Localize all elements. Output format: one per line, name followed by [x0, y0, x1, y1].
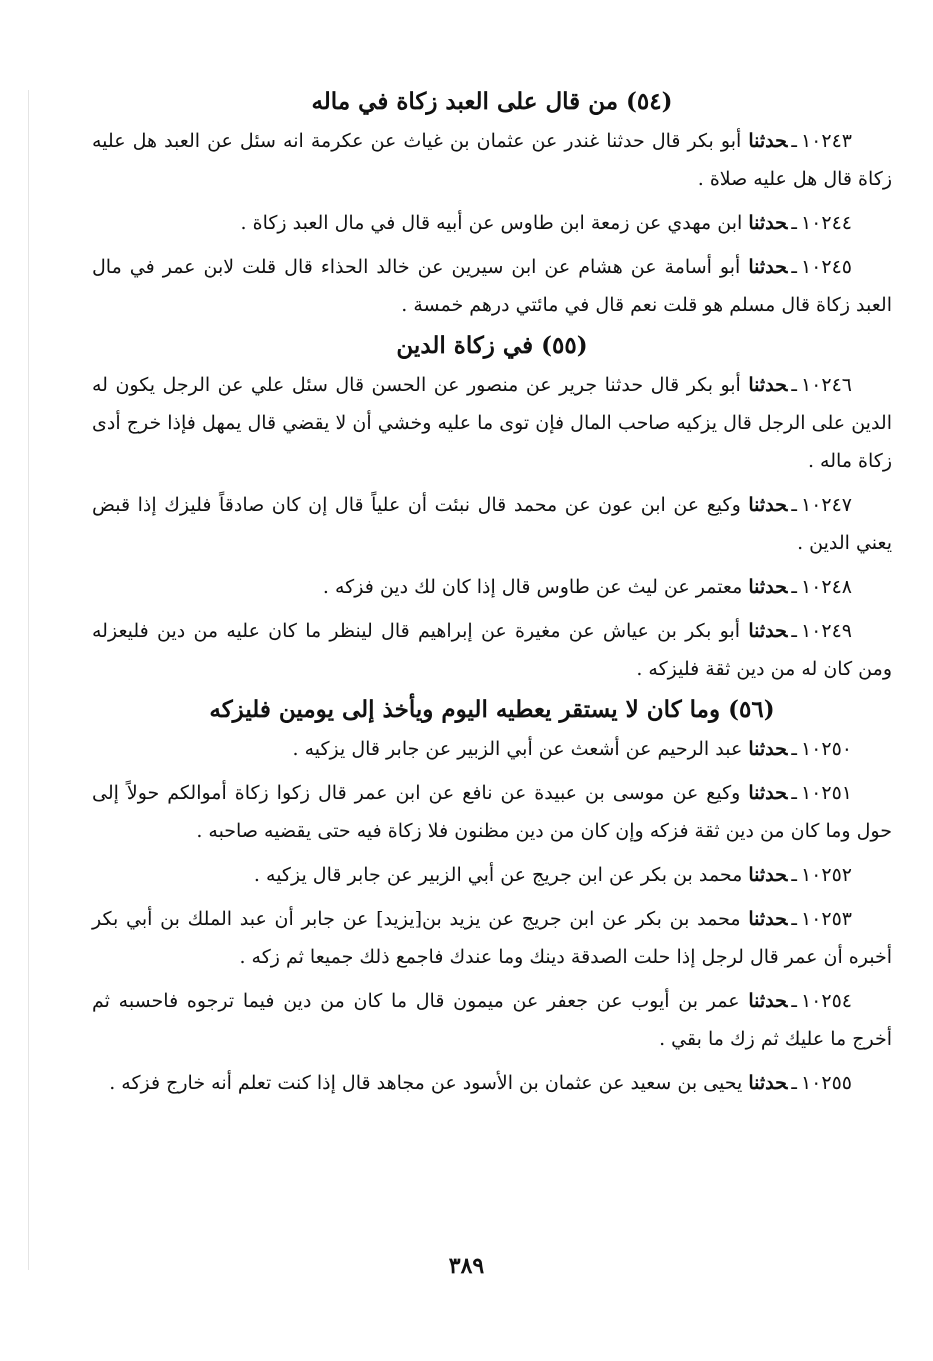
hadith-entry: [92, 204, 892, 242]
hadith-entry: [92, 982, 892, 1058]
narration-lead: حدثنا: [748, 576, 788, 598]
hadith-number: ١٠٢٥٣: [800, 908, 852, 930]
hadith-text: عبد الرحيم عن أشعث عن أبي الزبير عن جابر قال يزكيه .: [292, 738, 743, 760]
hadith-number: ١٠٢٥٢: [800, 864, 852, 886]
chapter-heading: (٥٥) في زكاة الدين: [396, 332, 588, 359]
hadith-text: أبو أسامة عن هشام عن ابن سيرين عن خالد الحذاء قال قلت لابن عمر في مال العبد زكاة قال مسلم هو قلت نعم قال في مائتي درهم خمسة .: [92, 256, 892, 316]
hadith-number: ١٠٢٥٥: [800, 1072, 852, 1094]
hadith-entry: [92, 1064, 892, 1102]
hadith-entry: [92, 248, 892, 324]
narration-lead: حدثنا: [748, 738, 788, 760]
separator-dash: ـ: [791, 494, 797, 516]
narration-lead: حدثنا: [748, 212, 788, 234]
hadith-entry: [92, 612, 892, 688]
hadith-number: ١٠٢٤٧: [800, 494, 852, 516]
hadith-number: ١٠٢٤٩: [800, 620, 852, 642]
page-number: ٣٨٩: [448, 1253, 485, 1279]
separator-dash: ـ: [791, 864, 797, 886]
hadith-text: محمد بن بكر عن ابن جريج عن يزيد بن[يزيد] عن جابر أن عبد الملك بن أبي بكر أخبره أن عمر قال لرجل إذا حلت الصدقة دينك وما عندك فاجمع ذلك جميعا ثم زكه .: [92, 908, 892, 968]
scan-edge-line: [28, 90, 29, 1270]
chapter-heading: (٥٦) وما كان لا يستقر يعطيه اليوم ويأخذ إلى يومين فليزكه: [209, 696, 775, 723]
narration-lead: حدثنا: [748, 1072, 788, 1094]
separator-dash: ـ: [791, 374, 797, 396]
hadith-text: ابن مهدي عن زمعة ابن طاوس عن أبيه قال في مال العبد زكاة .: [240, 212, 743, 234]
separator-dash: ـ: [791, 130, 797, 152]
narration-lead: حدثنا: [748, 864, 788, 886]
hadith-number: ١٠٢٤٨: [800, 576, 852, 598]
separator-dash: ـ: [791, 1072, 797, 1094]
hadith-entry: [92, 486, 892, 562]
narration-lead: حدثنا: [748, 620, 788, 642]
chapter-section: [92, 86, 892, 324]
hadith-number: ١٠٢٥١: [800, 782, 852, 804]
chapter-heading: (٥٤) من قال على العبد زكاة في ماله: [311, 88, 673, 115]
page-content: [92, 86, 892, 1108]
hadith-entry: [92, 122, 892, 198]
separator-dash: ـ: [791, 990, 797, 1012]
hadith-text: أبو بكر قال حدثنا جرير عن منصور عن الحسن قال سئل علي عن الرجل يكون له الدين على الرجل قال يزكيه صاحب المال فإن توى ما عليه وخشي أن لا يقضي قال يمهل فإذا خرج أدى زكاة ماله .: [92, 374, 892, 472]
hadith-number: ١٠٢٤٣: [800, 130, 852, 152]
narration-lead: حدثنا: [748, 908, 788, 930]
separator-dash: ـ: [791, 738, 797, 760]
separator-dash: ـ: [791, 256, 797, 278]
hadith-entry: [92, 900, 892, 976]
hadith-text: وكيع عن موسى بن عبيدة عن نافع عن ابن عمر قال زكوا زكاة أموالكم حولاً إلى حول وما كان من دين ثقة فزكه وإن كان من دين مظنون فلا زكاة فيه حتى يقضيه صاحبه .: [92, 782, 892, 842]
hadith-entry: [92, 856, 892, 894]
separator-dash: ـ: [791, 908, 797, 930]
hadith-text: محمد بن بكر عن ابن جريج عن أبي الزبير عن جابر قال يزكيه .: [253, 864, 743, 886]
hadith-number: ١٠٢٥٤: [800, 990, 852, 1012]
hadith-text: معتمر عن ليث عن طاوس قال إذا كان لك دين فزكه .: [322, 576, 743, 598]
hadith-entry: [92, 568, 892, 606]
separator-dash: ـ: [791, 576, 797, 598]
chapter-section: [92, 330, 892, 688]
narration-lead: حدثنا: [748, 782, 788, 804]
hadith-text: أبو بكر بن عياش عن مغيرة عن إبراهيم قال لينظر ما كان عليه من دين فليعزله ومن كان له من دين ثقة فليزكه .: [92, 620, 892, 680]
hadith-text: وكيع عن ابن عون عن محمد قال نبئت أن علياً قال إن كان صادقاً فليزك إذا قبض يعني الدين .: [92, 494, 892, 554]
hadith-number: ١٠٢٤٤: [800, 212, 852, 234]
narration-lead: حدثنا: [748, 990, 788, 1012]
hadith-entry: [92, 730, 892, 768]
hadith-text: عمر بن أيوب عن جعفر عن ميمون قال ما كان من دين فيما ترجوه فاحسبه ثم أخرج ما عليك ثم زك ما بقي .: [92, 990, 892, 1050]
chapter-section: [92, 694, 892, 1102]
hadith-number: ١٠٢٤٥: [800, 256, 852, 278]
narration-lead: حدثنا: [748, 374, 788, 396]
hadith-entry: [92, 774, 892, 850]
hadith-number: ١٠٢٤٦: [800, 374, 852, 396]
separator-dash: ـ: [791, 620, 797, 642]
separator-dash: ـ: [791, 782, 797, 804]
narration-lead: حدثنا: [748, 256, 788, 278]
narration-lead: حدثنا: [748, 130, 788, 152]
hadith-text: أبو بكر قال حدثنا غندر عن عثمان بن غياث عن عكرمة انه سئل عن العبد هل عليه زكاة قال هل عليه صلاة .: [92, 130, 892, 190]
hadith-entry: [92, 366, 892, 480]
hadith-text: يحيى بن سعيد عن عثمان بن الأسود عن مجاهد قال إذا كنت تعلم أنه خارج فزكه .: [109, 1072, 743, 1094]
narration-lead: حدثنا: [748, 494, 788, 516]
hadith-number: ١٠٢٥٠: [800, 738, 852, 760]
separator-dash: ـ: [791, 212, 797, 234]
